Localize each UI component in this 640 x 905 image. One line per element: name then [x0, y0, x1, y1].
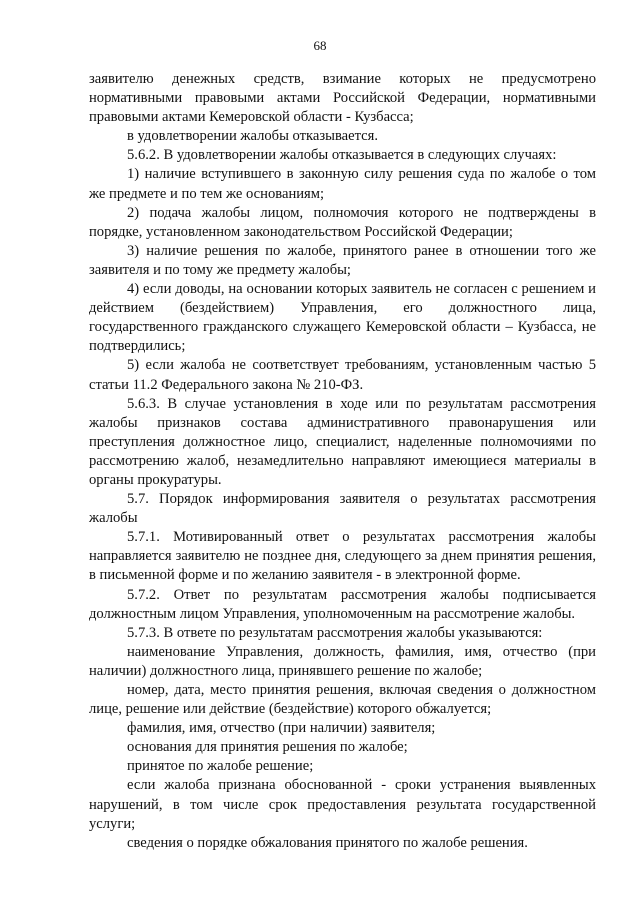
paragraph: 5.7.2. Ответ по результатам рассмотрения жалобы подписывается должностным лицом Управления, уполномоченным на рассмотрение жалобы.: [89, 586, 596, 622]
paragraph: принятое по жалобе решение;: [127, 758, 314, 775]
paragraph: 5.6.3. В случае установления в ходе или по результатам рассмотрения жалобы признаков состава административного правонарушения или преступления должностное лицо, специалист, наделенные полномочиями по рассмотрению жалоб, незамедлительно направляют имеющиеся материалы в органы прокуратуры.: [89, 395, 596, 488]
paragraph: наименование Управления, должность, фамилия, имя, отчество (при наличии) должностного лица, принявшего решение по жалобе;: [89, 643, 596, 679]
paragraph: 2) подача жалобы лицом, полномочия которого не подтверждены в порядке, установленном законодательством Российской Федерации;: [89, 204, 596, 240]
paragraph: сведения о порядке обжалования принятого по жалобе решения.: [127, 834, 528, 851]
paragraph: если жалоба признана обоснованной - сроки устранения выявленных нарушений, в том числе срок предоставления результата государственной услуги;: [89, 777, 596, 832]
document-body: [89, 70, 596, 853]
paragraph: 4) если доводы, на основании которых заявитель не согласен с решением и действием (бездействием) Управления, его должностного лица, государственного гражданского служащего Кемеровской области – Кузбасса, не подтвердились;: [89, 281, 596, 355]
paragraph: заявителю денежных средств, взимание которых не предусмотрено нормативными правовыми актами Российской Федерации, нормативными правовыми актами Кемеровской области - Кузбасса;: [89, 71, 596, 126]
paragraph: 1) наличие вступившего в законную силу решения суда по жалобе о том же предмете и по тем же основаниям;: [89, 166, 596, 202]
paragraph: 3) наличие решения по жалобе, принятого ранее в отношении того же заявителя и по тому же предмету жалобы;: [89, 242, 596, 278]
paragraph: 5.6.2. В удовлетворении жалобы отказывается в следующих случаях:: [127, 147, 557, 164]
page-number: 68: [313, 38, 327, 53]
paragraph: в удовлетворении жалобы отказывается.: [127, 128, 379, 145]
paragraph: 5.7. Порядок информирования заявителя о результатах рассмотрения жалобы: [89, 491, 596, 527]
paragraph: основания для принятия решения по жалобе;: [127, 739, 408, 756]
paragraph: 5.7.3. В ответе по результатам рассмотрения жалобы указываются:: [127, 624, 543, 641]
paragraph: номер, дата, место принятия решения, включая сведения о должностном лице, решение или действие (бездействие) которого обжалуется;: [89, 682, 596, 718]
paragraph: фамилия, имя, отчество (при наличии) заявителя;: [127, 720, 436, 737]
paragraph: 5.7.1. Мотивированный ответ о результатах рассмотрения жалобы направляется заявителю не позднее дня, следующего за днем принятия решения, в письменной форме и по желанию заявителя - в электронной форме.: [89, 529, 596, 584]
paragraph: 5) если жалоба не соответствует требованиям, установленным частью 5 статьи 11.2 Федерального закона № 210-ФЗ.: [89, 357, 596, 393]
